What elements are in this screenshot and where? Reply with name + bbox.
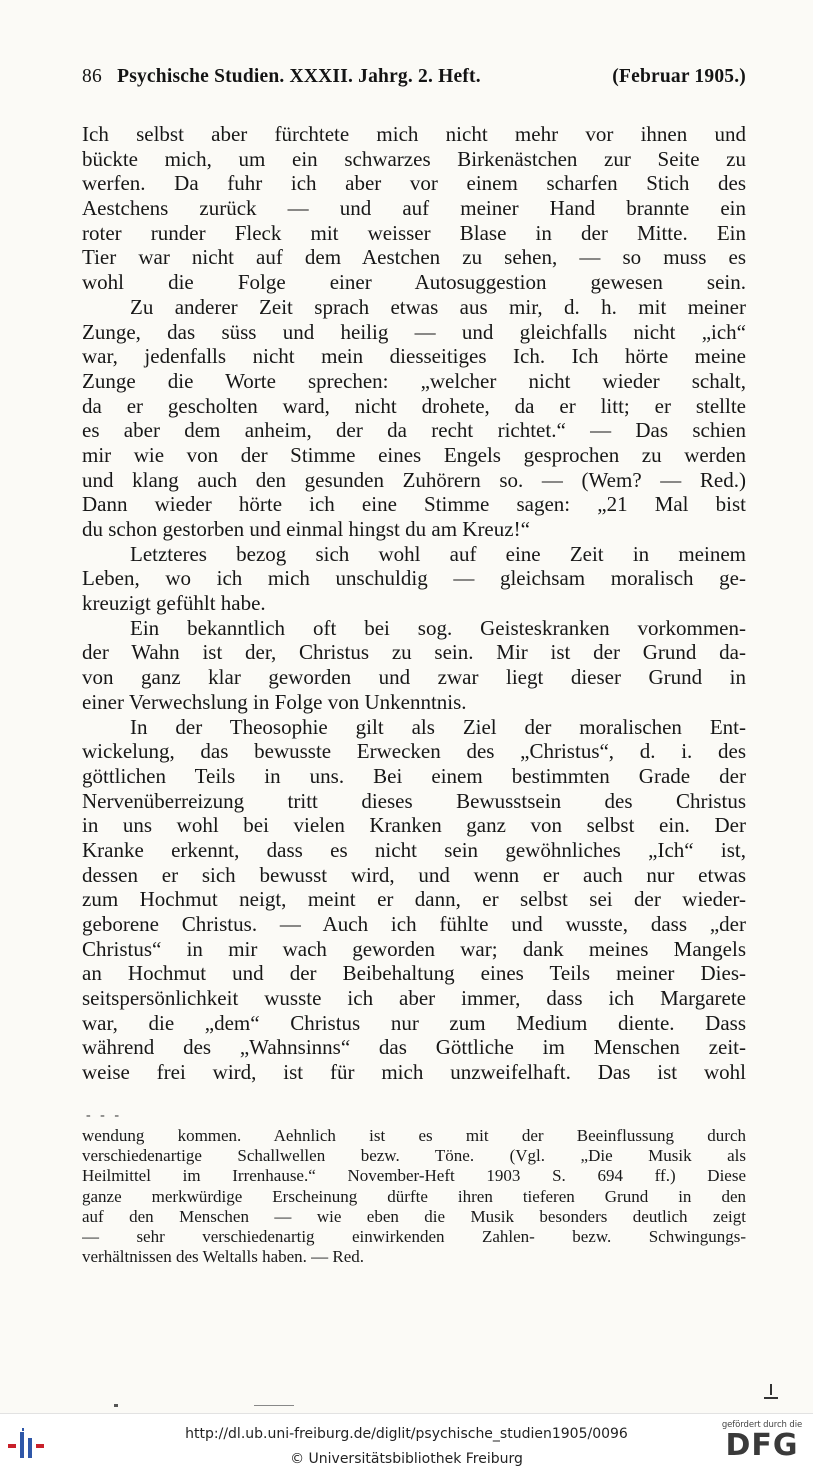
footnote-line: verhältnissen des Weltalls haben. — Red. [82,1247,365,1267]
text-line: wickelung, das bewusste Erwecken des „Christus“, d. i. des [82,739,746,764]
text-line: roter runder Fleck mit weisser Blase in der Mitte. Ein [82,220,746,245]
dfg-logo: DFG [725,1428,799,1463]
footnote-line: — sehr verschiedenartig einwirkenden Zahlen- bezw. Schwingungs- [82,1226,746,1246]
text-line: kreuzigt gefühlt habe. [82,591,266,616]
footnote-separator: - - - [86,1108,122,1123]
text-line: Kranke erkennt, dass es nicht sein gewöhnliches „Ich“ ist, [82,837,746,862]
text-line: von ganz klar geworden und zwar liegt dieser Grund in [82,665,746,690]
text-line: zum Hochmut neigt, meint er dann, er selbst sei der wieder- [82,887,746,912]
text-line: Zunge, das süss und heilig — und gleichfalls nicht „ich“ [82,319,746,344]
text-line: während des „Wahnsinns“ das Göttliche im Menschen zeit- [82,1035,746,1060]
text-line: Zu anderer Zeit sprach etwas aus mir, d. h. mit meiner [130,294,746,319]
text-line: war, jedenfalls nicht mein diesseitiges Ich. Ich hörte meine [82,344,746,369]
text-line: Leben, wo ich mich unschuldig — gleichsam moralisch ge- [82,566,746,591]
text-line: war, die „dem“ Christus nur zum Medium diente. Dass [82,1010,746,1035]
scan-mark [114,1404,118,1407]
text-line: In der Theosophie gilt als Ziel der moralischen Ent- [130,714,746,739]
page-number: 86 [82,66,102,87]
text-line: Tier war nicht auf dem Aestchen zu sehen, — so muss es [82,245,746,270]
text-line: weise frei wird, ist für mich unzweifelhaft. Das ist wohl [82,1060,746,1085]
text-line: Ein bekanntlich oft bei sog. Geisteskranken vorkommen- [130,615,746,640]
dfg-caption: gefördert durch die [721,1420,803,1430]
text-line: Zunge die Worte sprechen: „welcher nicht wieder schalt, [82,368,746,393]
body-text [82,122,746,1085]
copyright-notice: © Universitätsbibliothek Freiburg [290,1451,523,1467]
text-line: bückte mich, um ein schwarzes Birkenästchen zur Seite zu [82,146,746,171]
running-title: Psychische Studien. XXXII. Jahrg. 2. Heft. [117,66,481,87]
footnote-line: auf den Menschen — wie eben die Musik besonders deutlich zeigt [82,1206,746,1226]
text-line: mir wie von der Stimme eines Engels gesprochen zu werden [82,442,746,467]
text-line: du schon gestorben und einmal hingst du am Kreuz!“ [82,517,530,541]
text-line: Christus“ in mir wach geworden war; dank meines Mangels [82,936,746,961]
text-line: dessen er sich bewusst wird, und wenn er auch nur etwas [82,862,746,887]
text-line: Dann wieder hörte ich eine Stimme sagen: „21 Mal bist [82,492,746,517]
text-line: Letzteres bezog sich wohl auf eine Zeit in meinem [130,541,746,566]
text-line: einer Verwechslung in Folge von Unkenntnis. [82,689,467,714]
text-line: göttlichen Teils in uns. Bei einem bestimmten Grade der [82,763,746,788]
text-line: wohl die Folge einer Autosuggestion gewesen sein. [82,270,746,295]
signature-mark [764,1394,778,1399]
dfg-badge [719,1420,805,1470]
text-line: Aestchens zurück — und auf meiner Hand brannte ein [82,196,746,221]
text-line: der Wahn ist der, Christus zu sein. Mir ist der Grund da- [82,640,746,665]
viewer-footer [0,1413,813,1474]
text-line: seitspersönlichkeit wusste ich aber immer, dass ich Margarete [82,986,746,1011]
text-line: und klang auch den gesunden Zuhörern so. — (Wem? — Red.) [82,467,746,492]
text-line: es aber dem anheim, der da recht richtet.“ — Das schien [82,418,746,443]
footnote-line: verschiedenartige Schallwellen bezw. Töne. (Vgl. „Die Musik als [82,1146,746,1166]
text-line: in uns wohl bei vielen Kranken ganz von selbst ein. Der [82,813,746,838]
text-line: geborene Christus. — Auch ich fühlte und wusste, dass „der [82,912,746,936]
running-head [82,66,746,88]
text-line: an Hochmut und der Beibehaltung eines Teils meiner Dies- [82,961,746,986]
permalink-url[interactable]: http://dl.ub.uni-freiburg.de/diglit/psychische_studien1905/0096 [185,1426,628,1442]
text-line: werfen. Da fuhr ich aber vor einem scharfen Stich des [82,171,746,196]
footnote [82,1126,746,1267]
scan-mark [254,1405,294,1406]
footnote-line: wendung kommen. Aehnlich ist es mit der Beeinflussung durch [82,1126,746,1145]
text-line: da er gescholten ward, nicht drohete, da er litt; er stellte [82,393,746,418]
text-line: Nervenüberreizung tritt dieses Bewusstsein des Christus [82,788,746,813]
footnote-line: ganze merkwürdige Erscheinung dürfte ihren tieferen Grund in den [82,1186,746,1206]
text-line: Ich selbst aber fürchtete mich nicht mehr vor ihnen und [82,122,746,146]
footnote-line: Heilmittel im Irrenhause.“ November-Heft 1903 S. 694 ff.) Diese [82,1166,746,1186]
issue-date: (Februar 1905.) [612,66,746,87]
